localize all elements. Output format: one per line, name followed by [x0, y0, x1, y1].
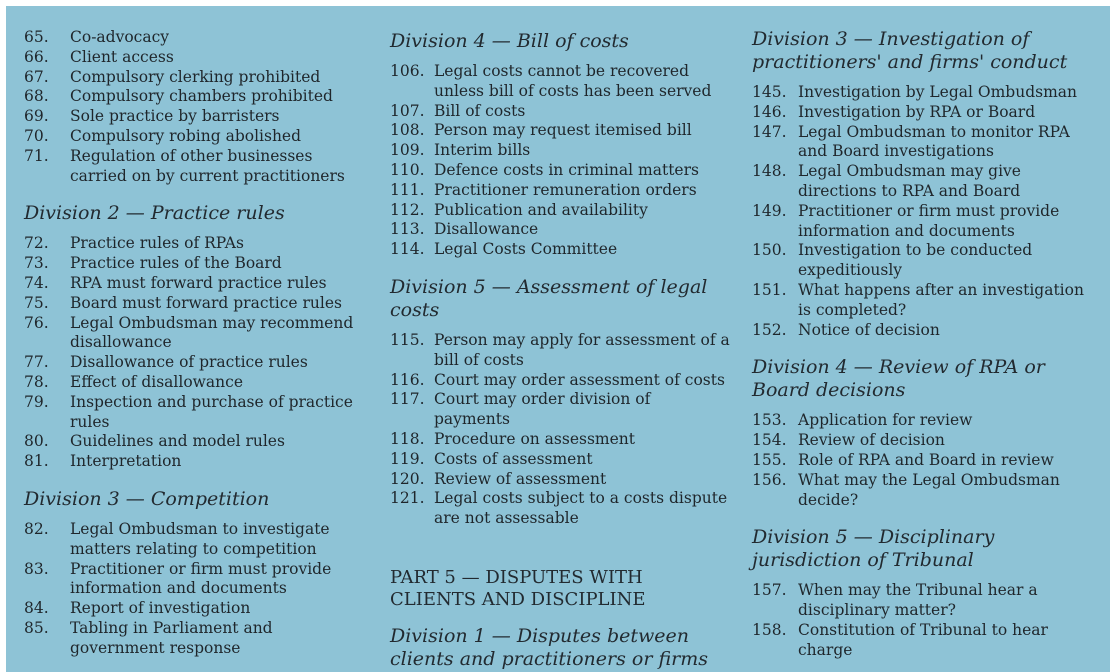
contents-entry [390, 201, 730, 221]
entry-title: Procedure on assessment [434, 429, 635, 448]
contents-column-3 [752, 6, 1097, 672]
entry-title: Inspection and purchase of practice rules [70, 392, 353, 431]
contents-entry [752, 451, 1097, 471]
entry-title: Practitioner or firm must provide information and documents [70, 559, 332, 598]
entry-title: Tabling in Parliament and government response [70, 618, 273, 657]
entry-number: 67. [24, 67, 49, 86]
contents-list [390, 62, 730, 260]
contents-entry [752, 621, 1097, 661]
entry-number: 81. [24, 452, 49, 471]
entry-number: 118. [390, 429, 425, 448]
entry-title: Practice rules of the Board [70, 254, 282, 273]
entry-number: 152. [752, 320, 787, 339]
entry-number: 71. [24, 146, 49, 165]
entry-title: Regulation of other businesses carried on by current practitioners [70, 146, 345, 185]
contents-entry [24, 107, 364, 127]
contents-entry [752, 202, 1097, 242]
entry-title: Report of investigation [70, 599, 251, 618]
entry-number: 112. [390, 200, 425, 219]
entry-number: 153. [752, 411, 787, 430]
entry-title: Review of assessment [434, 469, 607, 488]
contents-entry [752, 321, 1097, 341]
contents-entry [752, 581, 1097, 621]
entry-title: Role of RPA and Board in review [798, 450, 1054, 469]
entry-number: 119. [390, 449, 425, 468]
entry-number: 117. [390, 390, 425, 409]
entry-title: Constitution of Tribunal to hear charge [798, 620, 1048, 659]
entry-title: Client access [70, 47, 174, 66]
contents-entry [390, 450, 730, 470]
contents-entry [390, 161, 730, 181]
entry-number: 158. [752, 620, 787, 639]
contents-entry [24, 560, 364, 600]
contents-entry [752, 241, 1097, 281]
entry-number: 66. [24, 47, 49, 66]
contents-entry [390, 390, 730, 430]
contents-list [24, 234, 364, 472]
contents-entry [752, 83, 1097, 103]
entry-number: 77. [24, 353, 49, 372]
entry-title: When may the Tribunal hear a disciplinary matter? [798, 581, 1038, 620]
contents-entry [24, 432, 364, 452]
contents-entry [390, 181, 730, 201]
entry-number: 84. [24, 599, 49, 618]
contents-list [24, 520, 364, 659]
division-heading: Division 5 — Disciplinary jurisdiction of Tribunal [752, 526, 995, 572]
entry-title: Publication and availability [434, 200, 648, 219]
entry-number: 113. [390, 220, 425, 239]
contents-entry [390, 141, 730, 161]
entry-title: Legal Ombudsman may recommend disallowance [70, 313, 354, 352]
contents-entry [752, 162, 1097, 202]
entry-number: 74. [24, 273, 49, 292]
contents-entry [24, 127, 364, 147]
contents-entry [390, 240, 730, 260]
contents-entry [24, 254, 364, 274]
entry-title: Investigation by Legal Ombudsman [798, 83, 1077, 101]
entry-title: Legal costs cannot be recovered unless bill of costs has been served [434, 62, 712, 100]
entry-number: 78. [24, 372, 49, 391]
contents-entry [752, 411, 1097, 431]
entry-number: 154. [752, 431, 787, 450]
contents-entry [390, 331, 730, 371]
part-heading: PART 5 — DISPUTES WITH CLIENTS AND DISCIPLINE [390, 566, 646, 610]
entry-number: 146. [752, 102, 787, 121]
contents-list [390, 331, 730, 529]
entry-number: 121. [390, 489, 425, 508]
contents-entry [24, 147, 364, 187]
contents-entry [24, 520, 364, 560]
contents-entry [390, 62, 730, 102]
entry-title: Court may order division of payments [434, 390, 651, 429]
entry-title: Practitioner or firm must provide information and documents [798, 201, 1060, 240]
contents-entry [24, 87, 364, 107]
entry-number: 156. [752, 470, 787, 489]
entry-title: Effect of disallowance [70, 372, 243, 391]
contents-entry [24, 274, 364, 294]
entry-title: Interim bills [434, 141, 531, 160]
contents-entry [24, 619, 364, 659]
entry-title: Investigation by RPA or Board [798, 102, 1036, 121]
entry-title: Legal Ombudsman to investigate matters relating to competition [70, 519, 330, 558]
contents-entry [24, 393, 364, 433]
document-page [6, 6, 1110, 672]
entry-number: 150. [752, 241, 787, 260]
contents-entry [390, 220, 730, 240]
entry-number: 80. [24, 432, 49, 451]
entry-number: 115. [390, 330, 425, 349]
contents-entry [390, 489, 730, 529]
entry-title: Compulsory clerking prohibited [70, 67, 321, 86]
entry-number: 148. [752, 162, 787, 181]
entry-number: 68. [24, 87, 49, 106]
entry-number: 151. [752, 280, 787, 299]
entry-title: RPA must forward practice rules [70, 273, 327, 292]
entry-number: 109. [390, 141, 425, 160]
entry-number: 82. [24, 519, 49, 538]
entry-title: Notice of decision [798, 320, 940, 339]
entry-number: 70. [24, 126, 49, 145]
entry-title: Practitioner remuneration orders [434, 180, 697, 199]
entry-title: Review of decision [798, 431, 945, 450]
entry-number: 111. [390, 180, 425, 199]
contents-entry [24, 314, 364, 354]
contents-entry [752, 281, 1097, 321]
contents-entry [752, 103, 1097, 123]
division-heading: Division 5 — Assessment of legal costs [390, 275, 708, 321]
contents-entry [24, 48, 364, 68]
contents-entry [24, 68, 364, 88]
entry-number: 72. [24, 234, 49, 253]
entry-title: Disallowance [434, 220, 539, 239]
contents-entry [390, 102, 730, 122]
contents-entry [24, 234, 364, 254]
entry-number: 79. [24, 392, 49, 411]
entry-number: 107. [390, 101, 425, 120]
entry-title: What may the Legal Ombudsman decide? [798, 470, 1060, 509]
entry-number: 114. [390, 240, 425, 259]
contents-list [24, 28, 364, 186]
contents-entry [24, 452, 364, 472]
entry-title: Sole practice by barristers [70, 107, 280, 126]
entry-number: 116. [390, 370, 425, 389]
entry-title: Practice rules of RPAs [70, 234, 244, 253]
contents-entry [24, 28, 364, 48]
entry-title: Person may apply for assessment of a bill of costs [434, 330, 730, 369]
contents-list [752, 83, 1097, 340]
entry-title: Person may request itemised bill [434, 121, 692, 140]
entry-number: 147. [752, 122, 787, 141]
entry-title: Compulsory chambers prohibited [70, 87, 333, 106]
entry-number: 157. [752, 581, 787, 600]
contents-entry [390, 371, 730, 391]
entry-number: 65. [24, 28, 49, 46]
entry-title: Guidelines and model rules [70, 432, 285, 451]
entry-title: Legal Costs Committee [434, 240, 618, 259]
entry-title: Compulsory robing abolished [70, 126, 302, 145]
entry-number: 149. [752, 201, 787, 220]
entry-number: 85. [24, 618, 49, 637]
entry-number: 145. [752, 83, 787, 101]
contents-entry [390, 430, 730, 450]
entry-number: 75. [24, 293, 49, 312]
entry-number: 73. [24, 254, 49, 273]
entry-number: 108. [390, 121, 425, 140]
entry-title: Court may order assessment of costs [434, 370, 725, 389]
entry-title: Interpretation [70, 452, 182, 471]
entry-title: What happens after an investigation is completed? [798, 280, 1084, 319]
contents-entry [390, 121, 730, 141]
division-heading: Division 4 — Bill of costs [390, 30, 629, 52]
division-heading: Division 1 — Disputes between clients and practitioners or firms [390, 624, 708, 670]
contents-entry [752, 431, 1097, 451]
entry-number: 106. [390, 62, 425, 80]
entry-title: Investigation to be conducted expeditiously [798, 241, 1033, 280]
entry-title: Bill of costs [434, 101, 526, 120]
entry-title: Legal Ombudsman may give directions to RPA and Board [798, 162, 1021, 200]
entry-title: Board must forward practice rules [70, 293, 342, 312]
division-heading: Division 3 — Competition [24, 487, 270, 510]
entry-number: 69. [24, 107, 49, 126]
entry-title: Legal costs subject to a costs dispute are not assessable [434, 489, 728, 528]
contents-entry [24, 294, 364, 314]
division-heading: Division 3 — Investigation of practitioners' and firms' conduct [752, 28, 1068, 73]
entry-title: Costs of assessment [434, 449, 593, 468]
contents-entry [390, 470, 730, 490]
contents-column-1 [24, 6, 364, 672]
entry-number: 110. [390, 160, 425, 179]
entry-title: Defence costs in criminal matters [434, 160, 699, 179]
contents-entry [24, 373, 364, 393]
entry-number: 76. [24, 313, 49, 332]
contents-entry [752, 123, 1097, 163]
entry-number: 120. [390, 469, 425, 488]
division-heading: Division 2 — Practice rules [24, 202, 285, 225]
contents-entry [24, 353, 364, 373]
entry-title: Application for review [798, 411, 973, 430]
entry-title: Disallowance of practice rules [70, 353, 308, 372]
division-heading: Division 4 — Review of RPA or Board decisions [752, 356, 1045, 402]
contents-column-2 [390, 6, 730, 672]
entry-title: Legal Ombudsman to monitor RPA and Board investigations [798, 122, 1070, 161]
contents-entry [752, 471, 1097, 511]
entry-title: Co-advocacy [70, 28, 170, 46]
contents-list [752, 581, 1097, 660]
entry-number: 83. [24, 559, 49, 578]
entry-number: 155. [752, 450, 787, 469]
contents-list [752, 411, 1097, 510]
contents-entry [24, 599, 364, 619]
